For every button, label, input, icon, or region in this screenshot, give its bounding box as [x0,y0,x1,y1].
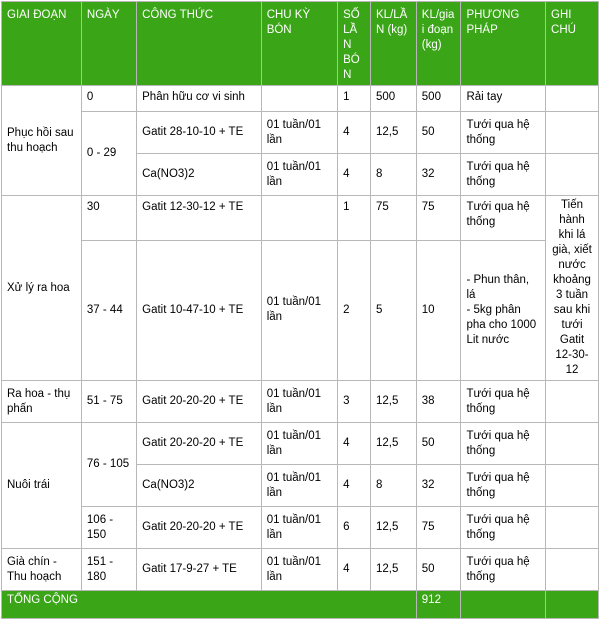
method-cell: Tưới qua hệ thống [461,465,546,507]
method-cell: Tưới qua hệ thống [461,507,546,549]
formula-cell: Gatit 20-20-20 + TE [137,507,262,549]
kg-per-cell: 12,5 [370,423,416,465]
header-cycle: CHU KỲ BÓN [261,2,337,86]
table-row [2,507,599,549]
method-line: - Phun thân, lá [466,273,530,301]
header-kg-stage: KL/giai đoạn (kg) [416,2,461,86]
times-cell: 4 [338,112,371,154]
times-cell: 1 [338,196,371,241]
formula-cell: Gatit 12-30-12 + TE [137,196,262,241]
table-row [2,240,599,380]
day-cell: 0 - 29 [81,112,136,196]
header-stage: GIAI ĐOẠN [2,2,82,86]
cycle-cell: 01 tuần/01 lần [261,507,337,549]
kg-stage-cell: 32 [416,154,461,196]
kg-per-cell: 8 [370,154,416,196]
table-row [2,112,599,154]
method-cell: Tưới qua hệ thống [461,381,546,423]
stage-cell: Ra hoa - thụ phấn [2,381,82,423]
day-cell: 106 - 150 [81,507,136,549]
kg-stage-cell: 50 [416,549,461,591]
note-cell [546,423,599,465]
cycle-cell: 01 tuần/01 lần [261,423,337,465]
times-cell: 4 [338,465,371,507]
kg-per-cell: 12,5 [370,549,416,591]
day-cell: 76 - 105 [81,423,136,507]
kg-stage-cell: 500 [416,86,461,112]
cycle-cell: 01 tuần/01 lần [261,381,337,423]
table-row [2,196,599,241]
header-times: SỐ LẦN BÓN [338,2,371,86]
header-formula: CÔNG THỨC [137,2,262,86]
formula-cell: Ca(NO3)2 [137,465,262,507]
total-row [2,591,599,619]
stage-cell: Nuôi trái [2,423,82,549]
formula-cell: Gatit 17-9-27 + TE [137,549,262,591]
kg-per-cell: 500 [370,86,416,112]
kg-per-cell: 5 [370,240,416,380]
cycle-cell [261,86,337,112]
table-row [2,423,599,465]
times-cell: 1 [338,86,371,112]
method-cell: Rải tay [461,86,546,112]
times-cell: 2 [338,240,371,380]
formula-cell: Gatit 28-10-10 + TE [137,112,262,154]
method-line: - 5kg phân pha cho 1000 Lit nước [466,303,537,346]
times-cell: 4 [338,154,371,196]
day-cell: 51 - 75 [81,381,136,423]
header-day: NGÀY [81,2,136,86]
header-kg-per: KL/LẦN (kg) [370,2,416,86]
total-label: TỔNG CỘNG [2,591,417,619]
day-cell: 151 - 180 [81,549,136,591]
cycle-cell: 01 tuần/01 lần [261,465,337,507]
kg-stage-cell: 38 [416,381,461,423]
kg-per-cell: 12,5 [370,381,416,423]
cycle-cell: 01 tuần/01 lần [261,549,337,591]
note-cell: Tiến hành khi lá già, xiết nước khoảng 3 tuần sau khi tưới Gatit 12-30-12 [546,196,599,381]
kg-stage-cell: 10 [416,240,461,380]
method-cell: Tưới qua hệ thống [461,423,546,465]
table-row [2,86,599,112]
method-cell: Tưới qua hệ thống [461,196,546,241]
total-note-empty [546,591,599,619]
note-cell [546,154,599,196]
method-cell: Tưới qua hệ thống [461,112,546,154]
stage-cell: Xử lý ra hoa [2,196,82,381]
method-cell: Tưới qua hệ thống [461,154,546,196]
note-cell [546,112,599,154]
header-note: GHI CHÚ [546,2,599,86]
total-value: 912 [416,591,461,619]
day-cell: 37 - 44 [81,240,136,380]
formula-cell: Gatit 10-47-10 + TE [137,240,262,380]
note-cell [546,549,599,591]
header-method: PHƯƠNG PHÁP [461,2,546,86]
stage-cell: Phục hồi sau thu hoạch [2,86,82,196]
note-cell [546,86,599,112]
cycle-cell: 01 tuần/01 lần [261,112,337,154]
note-cell [546,465,599,507]
day-cell: 0 [81,86,136,112]
kg-stage-cell: 75 [416,196,461,241]
times-cell: 4 [338,423,371,465]
kg-per-cell: 12,5 [370,112,416,154]
kg-per-cell: 12,5 [370,507,416,549]
method-cell: Tưới qua hệ thống [461,549,546,591]
formula-cell: Ca(NO3)2 [137,154,262,196]
times-cell: 4 [338,549,371,591]
formula-cell: Phân hữu cơ vi sinh [137,86,262,112]
table-header-row [2,2,599,86]
times-cell: 3 [338,381,371,423]
note-cell [546,507,599,549]
cycle-cell: 01 tuần/01 lần [261,154,337,196]
table-row [2,381,599,423]
formula-cell: Gatit 20-20-20 + TE [137,423,262,465]
fertilizer-schedule-table [1,1,599,619]
kg-stage-cell: 50 [416,112,461,154]
times-cell: 6 [338,507,371,549]
total-method-empty [461,591,546,619]
kg-stage-cell: 75 [416,507,461,549]
cycle-cell [261,196,337,241]
kg-stage-cell: 32 [416,465,461,507]
kg-stage-cell: 50 [416,423,461,465]
table-row [2,549,599,591]
method-cell [461,240,546,380]
cycle-cell: 01 tuần/01 lần [261,240,337,380]
formula-cell: Gatit 20-20-20 + TE [137,381,262,423]
kg-per-cell: 75 [370,196,416,241]
day-cell: 30 [81,196,136,241]
stage-cell: Già chín - Thu hoạch [2,549,82,591]
kg-per-cell: 8 [370,465,416,507]
note-cell [546,381,599,423]
